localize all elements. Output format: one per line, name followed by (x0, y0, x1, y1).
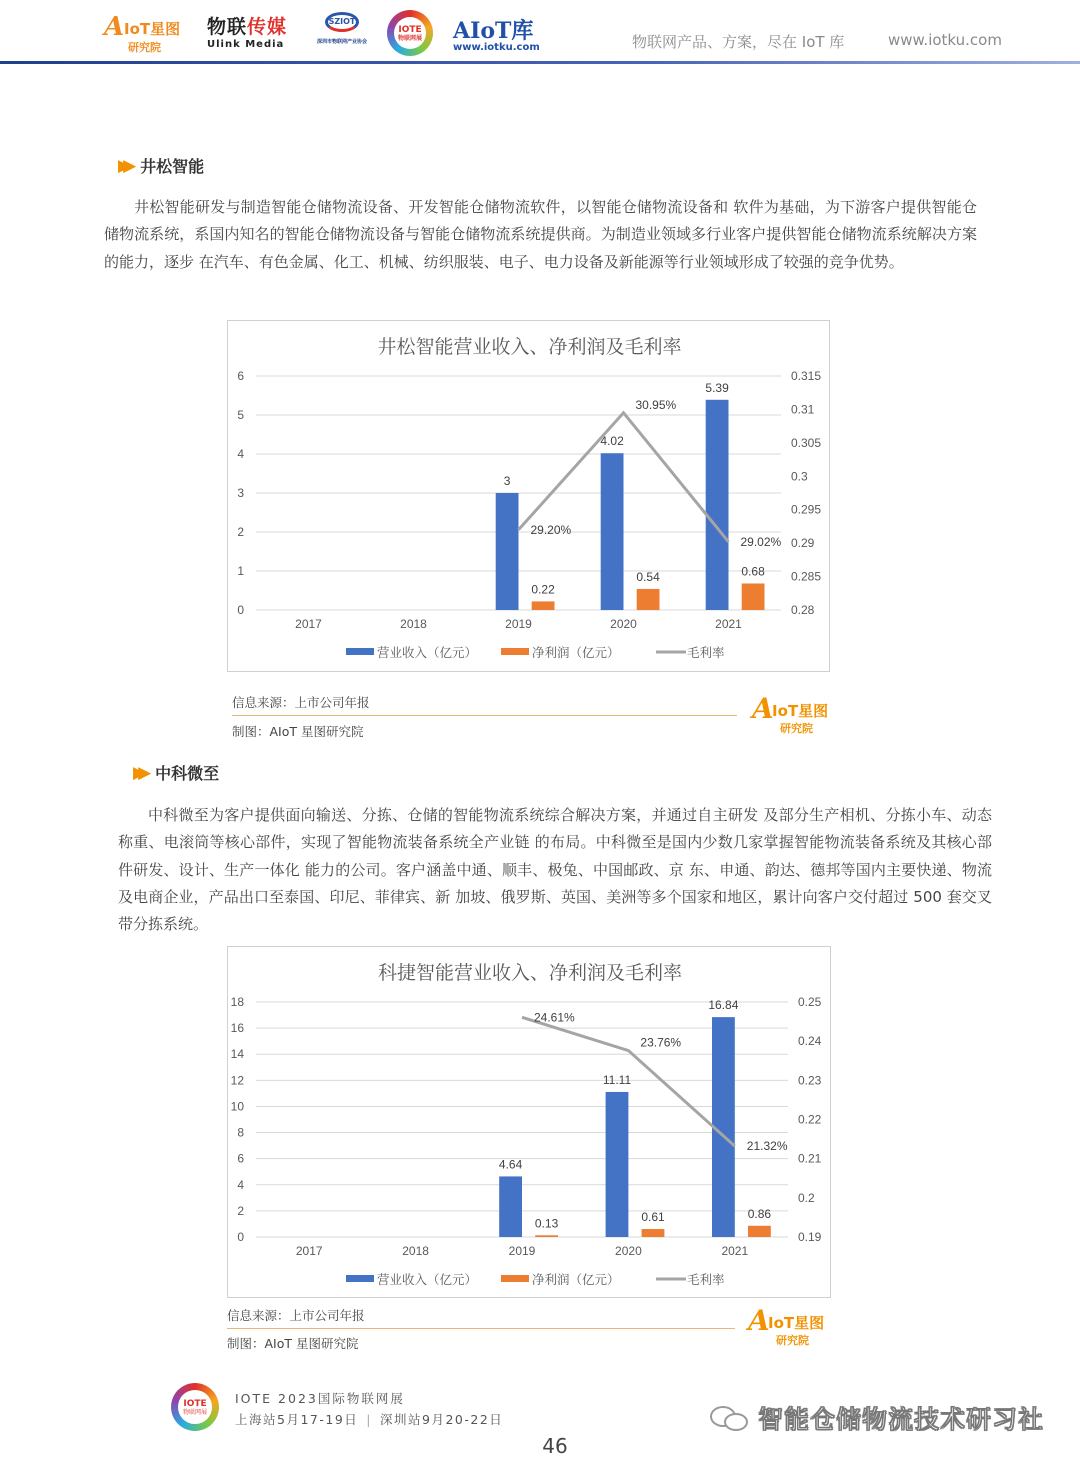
y-left-tick-label: 12 (230, 1073, 244, 1088)
data-label: 5.39 (705, 380, 729, 395)
legend-label: 净利润（亿元） (532, 645, 620, 660)
data-label: 0.13 (534, 1216, 559, 1231)
bar-profit (637, 589, 660, 610)
y-right-tick-label: 0.28 (791, 603, 815, 617)
data-label: 23.76% (640, 1035, 682, 1050)
iote-badge-logo: IOTE 物联网展 (387, 10, 433, 56)
data-label: 0.54 (636, 569, 660, 584)
x-tick-label: 2019 (508, 1244, 536, 1258)
y-right-tick-label: 0.315 (791, 369, 822, 383)
x-tick-label: 2017 (295, 617, 322, 631)
y-right-tick-label: 0.23 (798, 1073, 822, 1088)
aiot-xingtu-mini-logo-1: A IoT星图 研究院 (752, 692, 829, 735)
header-divider (0, 61, 1080, 64)
bar-profit (748, 1226, 771, 1237)
chart-jingsong (227, 320, 830, 672)
double-arrow-icon: ▶▶ (118, 155, 129, 176)
legend-label: 毛利率 (687, 1272, 725, 1287)
legend-swatch (501, 1275, 529, 1282)
data-label: 4.02 (600, 434, 624, 449)
bar-revenue (496, 493, 519, 610)
chart-kejie-svg (228, 947, 832, 1299)
maker-label-2: 制图：AIoT 星图研究院 (227, 1336, 359, 1351)
wechat-icon (710, 1404, 752, 1432)
ulink-media-logo: 物联传媒 Ulink Media (207, 16, 288, 50)
y-right-tick-label: 0.31 (791, 402, 815, 417)
legend-swatch (346, 648, 374, 655)
y-left-tick-label: 3 (237, 486, 244, 500)
chart-title: 科捷智能营业收入、净利润及毛利率 (377, 962, 683, 984)
section-title-zhongke: ▶▶ 中科微至 (133, 762, 220, 783)
y-right-tick-label: 0.22 (798, 1112, 822, 1127)
y-right-tick-label: 0.3 (791, 469, 808, 484)
source-label-2: 信息来源：上市公司年报 (227, 1308, 365, 1323)
section-paragraph-zhongke: 中科微至为客户提供面向输送、分拣、仓储的智能物流系统综合解决方案，并通过自主研发 及部分生产相机、分拣小车、动态称重、电滚筒等核心部件，实现了智能物流装备系统全产业链 的布局。中科微至是国内少数几家掌握智能物流装备系统及其核心部件研发、设计、生产一体化 能力的公司。客户涵盖中通、顺丰、极兔、中国邮政、京 东、申通、韵达、德邦等国内主要快递、物流及电商企业，产品出口至泰国、印尼、菲律宾、新 加坡、俄罗斯、英国、美洲等多个国家和地区，累计向客户交付超过 500 套交叉带分拣系统。 (118, 806, 992, 934)
legend-label: 净利润（亿元） (532, 1272, 620, 1287)
bar-revenue (606, 1092, 629, 1237)
legend-label: 营业收入（亿元） (377, 1272, 478, 1287)
footer-expo-title: IOTE 2023国际物联网展 (235, 1391, 405, 1406)
data-label: 0.86 (747, 1206, 772, 1221)
data-label: 4.64 (498, 1157, 523, 1172)
y-left-tick-label: 1 (237, 564, 244, 578)
y-left-tick-label: 2 (237, 1203, 244, 1218)
x-tick-label: 2019 (505, 617, 532, 631)
source-rule-2 (227, 1328, 735, 1329)
y-left-tick-label: 14 (230, 1047, 244, 1062)
y-left-tick-label: 4 (237, 447, 244, 461)
y-right-tick-label: 0.285 (791, 569, 822, 584)
aiotku-logo: AIoT库 www.iotku.com (453, 18, 540, 53)
y-left-tick-label: 10 (230, 1099, 244, 1114)
wechat-watermark: 智能仓储物流技术研习社 (710, 1400, 1044, 1436)
source-label-1: 信息来源：上市公司年报 (232, 695, 370, 710)
data-label: 0.68 (741, 564, 765, 579)
y-left-tick-label: 16 (230, 1021, 244, 1036)
y-right-tick-label: 0.21 (798, 1151, 822, 1166)
y-left-tick-label: 4 (237, 1177, 244, 1192)
data-label: 29.20% (530, 522, 572, 537)
legend-swatch (501, 648, 529, 655)
data-label: 11.11 (602, 1072, 632, 1087)
y-right-tick-label: 0.19 (798, 1230, 822, 1244)
data-label: 24.61% (534, 1010, 575, 1025)
data-label: 0.61 (641, 1210, 665, 1225)
x-tick-label: 2018 (400, 617, 427, 631)
chart-kejie (227, 946, 831, 1298)
data-label: 21.32% (746, 1139, 788, 1154)
header-url[interactable]: www.iotku.com (888, 31, 1002, 49)
bar-profit (532, 601, 555, 610)
source-rule-1 (232, 715, 737, 716)
data-label: 0.22 (531, 582, 555, 597)
bar-profit (642, 1229, 665, 1237)
x-tick-label: 2020 (610, 617, 637, 631)
page-header (0, 0, 1080, 66)
iote-footer-badge: IOTE 物联网展 (171, 1383, 219, 1431)
y-left-tick-label: 6 (237, 369, 244, 383)
y-right-tick-label: 0.305 (791, 435, 822, 450)
legend-label: 毛利率 (687, 645, 725, 660)
data-label: 16.84 (708, 998, 739, 1013)
x-tick-label: 2020 (615, 1244, 642, 1258)
aiot-xingtu-logo: A IoT星图 研究院 (104, 12, 181, 54)
bar-profit (742, 583, 765, 610)
y-right-tick-label: 0.25 (798, 995, 822, 1009)
y-left-tick-label: 18 (230, 995, 244, 1009)
x-tick-label: 2018 (402, 1244, 429, 1258)
legend-swatch (346, 1275, 374, 1282)
y-left-tick-label: 6 (237, 1151, 244, 1166)
section-paragraph-jingsong: 井松智能研发与制造智能仓储物流设备、开发智能仓储物流软件，以智能仓储物流设备和 软件为基础，为下游客户提供智能仓储物流系统，系国内知名的智能仓储物流设备与智能仓储物流系统提供商。为制造业领域多行业客户提供智能仓储物流系统解决方案的能力，逐步 在汽车、有色金属、化工、机械、纺织服装、电子、电力设备及新能源等行业领域形成了较强的竞争优势。 (104, 198, 977, 271)
aiot-xingtu-mini-logo-2: A IoT星图 研究院 (748, 1304, 825, 1347)
y-left-tick-label: 5 (237, 408, 244, 422)
sziot-logo: SZIOT 深圳市物联网产业协会 (309, 12, 375, 56)
y-right-tick-label: 0.29 (791, 536, 815, 551)
chart-jingsong-svg (228, 321, 831, 673)
bar-revenue (601, 453, 624, 610)
page-number: 46 (542, 1434, 568, 1458)
maker-label-1: 制图：AIoT 星图研究院 (232, 724, 364, 739)
bar-revenue (499, 1176, 522, 1237)
section-title-jingsong: ▶▶ 井松智能 (118, 155, 205, 176)
data-label: 29.02% (740, 534, 782, 549)
chart-title: 井松智能营业收入、净利润及毛利率 (377, 336, 682, 358)
footer-expo-dates: 上海站5月17-19日 | 深圳站9月20-22日 (235, 1412, 504, 1427)
bar-revenue (706, 400, 729, 610)
data-label: 3 (503, 474, 511, 488)
double-arrow-icon: ▶▶ (133, 762, 144, 783)
data-label: 30.95% (635, 397, 677, 412)
x-tick-label: 2017 (295, 1244, 323, 1258)
y-left-tick-label: 0 (237, 1230, 244, 1244)
bar-profit (535, 1235, 558, 1237)
y-left-tick-label: 8 (237, 1125, 244, 1140)
y-right-tick-label: 0.2 (798, 1190, 815, 1205)
y-right-tick-label: 0.24 (798, 1034, 822, 1049)
legend-label: 营业收入（亿元） (377, 645, 478, 660)
x-tick-label: 2021 (715, 617, 742, 631)
header-slogan: 物联网产品、方案，尽在 IoT 库 (632, 33, 845, 51)
x-tick-label: 2021 (721, 1244, 749, 1258)
y-right-tick-label: 0.295 (791, 502, 822, 517)
y-left-tick-label: 2 (237, 525, 244, 539)
y-left-tick-label: 0 (237, 603, 244, 617)
